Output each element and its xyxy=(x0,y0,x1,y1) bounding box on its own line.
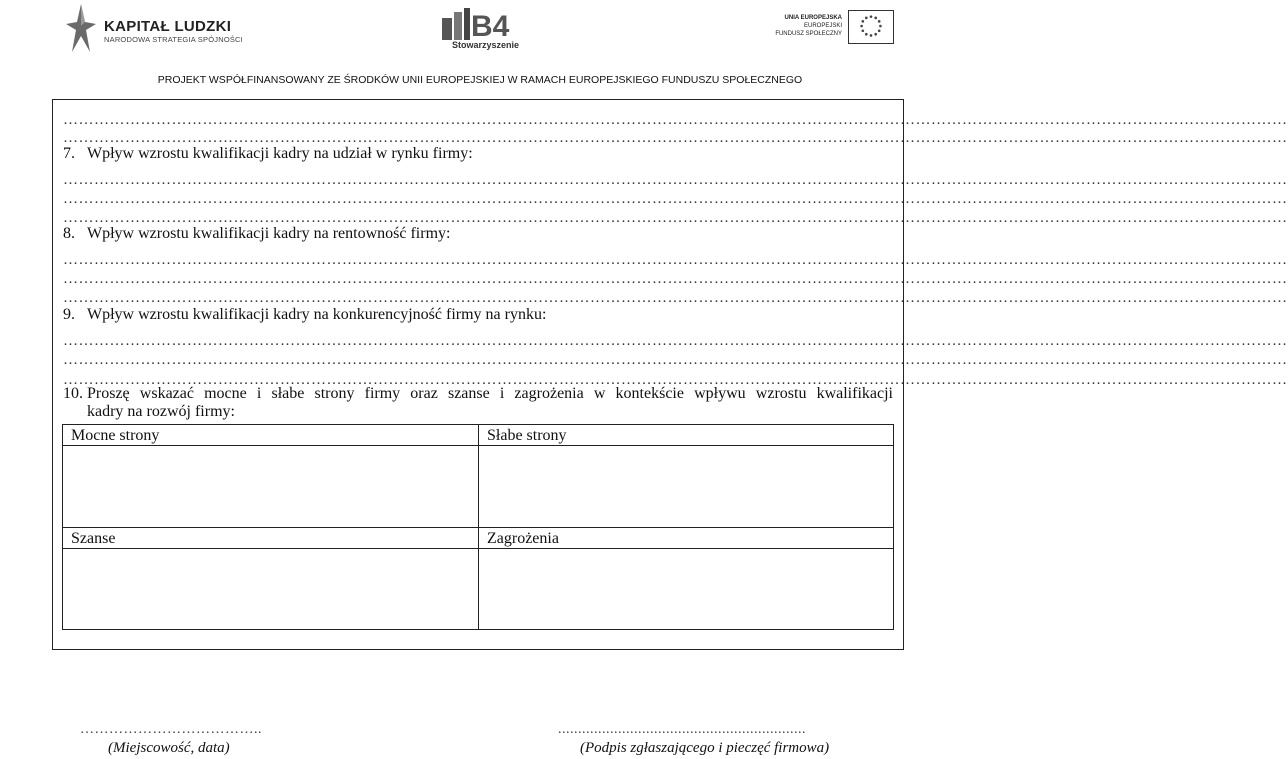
answer-line-9a[interactable]: ………………………………………………………………………………………………………………………………………………………………………………………………………………… xyxy=(63,333,1288,349)
swot-threats-label: Zagrożenia xyxy=(487,530,559,547)
swot-threats-field[interactable] xyxy=(479,549,893,629)
question-8-text: Wpływ wzrostu kwalifikacji kadry na rentowność firmy: xyxy=(87,225,451,242)
question-8 xyxy=(63,225,450,243)
project-banner: PROJEKT WSPÓŁFINANSOWANY ZE ŚRODKÓW UNII EUROPEJSKIEJ W RAMACH EUROPEJSKIEGO FUNDUSZU SPOŁECZNEGO xyxy=(157,74,803,86)
place-date-caption: (Miejscowość, data) xyxy=(108,740,230,756)
question-8-number: 8. xyxy=(63,225,75,242)
eu-flag-icon xyxy=(848,10,894,44)
eu-line-1: UNIA EUROPEJSKA xyxy=(784,15,842,21)
answer-line-7c[interactable]: ………………………………………………………………………………………………………………………………………………………………………………………………………………… xyxy=(63,210,1288,226)
signature-line[interactable]: .............................................................. xyxy=(558,722,806,737)
swot-weaknesses-label: Słabe strony xyxy=(487,427,567,444)
eu-line-3: FUNDUSZ SPOŁECZNY xyxy=(775,31,842,37)
swot-mid-rule xyxy=(63,527,893,528)
question-9 xyxy=(63,306,546,324)
answer-line-8c[interactable]: ………………………………………………………………………………………………………………………………………………………………………………………………………………… xyxy=(63,290,1288,306)
signature-caption: (Podpis zgłaszającego i pieczęć firmowa) xyxy=(580,740,830,756)
swot-weaknesses-field[interactable] xyxy=(479,446,893,526)
question-10-text-line2: kadry na rozwój firmy: xyxy=(87,403,235,420)
swot-strengths-field[interactable] xyxy=(63,446,477,526)
swot-opportunities-label: Szanse xyxy=(71,530,116,547)
question-7-number: 7. xyxy=(63,145,75,162)
b4-subtitle: Stowarzyszenie xyxy=(452,40,520,50)
question-9-number: 9. xyxy=(63,306,75,323)
answer-line-8b[interactable]: ………………………………………………………………………………………………………………………………………………………………………………………………………………… xyxy=(63,271,1288,287)
question-7 xyxy=(63,145,473,163)
b4-logo-icon xyxy=(440,8,512,43)
question-10-number: 10. xyxy=(63,385,83,402)
eu-line-2: EUROPEJSKI xyxy=(803,23,842,29)
swot-opportunities-field[interactable] xyxy=(63,549,477,629)
b4-stowarzyszenie-logo xyxy=(440,8,520,50)
question-7-text: Wpływ wzrostu kwalifikacji kadry na udział w rynku firmy: xyxy=(87,145,473,162)
question-10-text-line1: Proszę wskazać mocne i słabe strony firmy oraz szanse i zagrożenia w kontekście wpływu wzrostu kwalifikacji xyxy=(87,385,893,402)
answer-line-6b[interactable]: ………………………………………………………………………………………………………………………………………………………………………………………………………………… xyxy=(63,130,1288,146)
answer-line-9b[interactable]: ………………………………………………………………………………………………………………………………………………………………………………………………………………… xyxy=(63,352,1288,368)
eu-logo-text xyxy=(775,14,842,38)
question-9-text: Wpływ wzrostu kwalifikacji kadry na konkurencyjność firmy na rynku: xyxy=(87,306,547,323)
answer-line-7b[interactable]: ………………………………………………………………………………………………………………………………………………………………………………………………………………… xyxy=(63,191,1288,207)
place-date-line[interactable]: ……………………………….. xyxy=(80,722,262,737)
answer-line-6a[interactable]: ………………………………………………………………………………………………………………………………………………………………………………………………………………… xyxy=(63,112,1288,128)
kapital-ludzki-subtitle: NARODOWA STRATEGIA SPÓJNOŚCI xyxy=(104,35,243,44)
b4-mark-text: B4 xyxy=(471,10,510,43)
answer-line-8a[interactable]: ………………………………………………………………………………………………………………………………………………………………………………………………………………… xyxy=(63,252,1288,268)
swot-table xyxy=(62,424,894,630)
swot-strengths-label: Mocne strony xyxy=(71,427,160,444)
kapital-ludzki-title: KAPITAŁ LUDZKI xyxy=(104,18,232,35)
question-10 xyxy=(63,385,893,421)
kapital-ludzki-logo xyxy=(66,4,256,52)
answer-line-9c[interactable]: ………………………………………………………………………………………………………………………………………………………………………………………………………………… xyxy=(63,372,1288,388)
eu-logo xyxy=(776,10,894,46)
answer-line-7a[interactable]: ………………………………………………………………………………………………………………………………………………………………………………………………………………… xyxy=(63,172,1288,188)
kapital-ludzki-star-icon xyxy=(66,4,96,52)
